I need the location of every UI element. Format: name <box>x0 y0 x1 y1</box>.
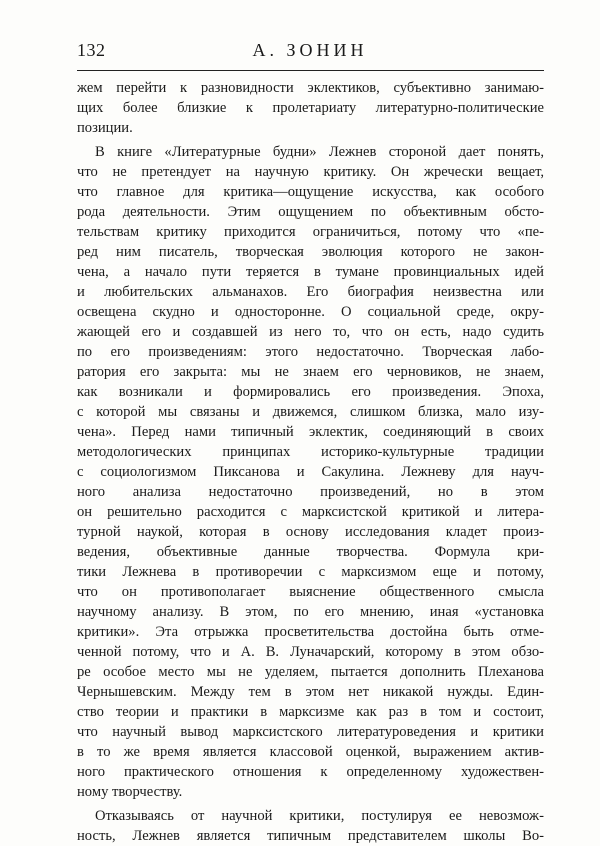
text-line: турной наукой, которая в основу исследования кладет произ- <box>77 524 544 540</box>
text-line: Отказываясь от научной критики, постулируя ее невозмож- <box>95 808 544 824</box>
text-line: что он противополагает выяснение общественного смысла <box>77 584 544 600</box>
text-line: он решительно расходится с марксистской критикой и литера- <box>77 504 544 520</box>
text-line: ведения, объективные данные творчества. Формула кри- <box>77 544 544 560</box>
text-line: ного практического отношения к определенному художествен- <box>77 764 544 780</box>
text-line: Чернышевским. Между тем в этом нет никакой нужды. Един- <box>77 684 544 700</box>
text-line: ному творчеству. <box>77 784 183 800</box>
text-line: ство теории и практики в марксизме как раз в том и состоит, <box>77 704 544 720</box>
text-line: тики Лежнева в противоречии с марксизмом еще и потому, <box>77 564 544 580</box>
text-line: что научный вывод марксистского литературоведения и критики <box>77 724 544 740</box>
text-line: что не претендует на научную критику. Он жречески вещает, <box>77 164 544 180</box>
text-line: чена, а начало пути теряется в тумане провинциальных идей <box>77 264 544 280</box>
text-line: и любительских альманахов. Его биография неизвестна или <box>77 284 544 300</box>
text-line: ред ним писатель, творческая эволюция которого не закон- <box>77 244 544 260</box>
text-line: жающей его и создавшей из него то, что он есть, надо судить <box>77 324 544 340</box>
text-line: ность, Лежнев является типичным представителем школы Во- <box>77 828 544 844</box>
text-line: позиции. <box>77 120 133 136</box>
text-line: ного анализа недостаточно произведений, но в этом <box>77 484 544 500</box>
text-line: по его произведениям: этого недостаточно. Творческая лабо- <box>77 344 544 360</box>
text-line: жем перейти к разновидности эклектиков, субъективно занимаю- <box>77 80 544 96</box>
text-line: освещена скудно и односторонне. О социальной среде, окру- <box>77 304 544 320</box>
text-line: ченной потому, что и А. В. Луначарский, которому в этом обзо- <box>77 644 544 660</box>
page-header <box>77 40 543 64</box>
body-text <box>77 78 544 846</box>
text-line: что главное для критика—ощущение искусства, как особого <box>77 184 544 200</box>
text-line: чена». Перед нами типичный эклектик, соединяющий в своих <box>77 424 544 440</box>
text-line: с социологизмом Пиксанова и Сакулина. Лежневу для науч- <box>77 464 544 480</box>
text-line: методологических принципах историко-культурные традиции <box>77 444 544 460</box>
text-line: тельствам критику приходится ограничиться, потому что «пе- <box>77 224 544 240</box>
text-line: критики». Эта отрыжка просветительства достойна быть отме- <box>77 624 544 640</box>
text-line: научному анализу. В этом, по его мнению, иная «установка <box>77 604 544 620</box>
running-head: А. ЗОНИН <box>252 40 368 60</box>
text-line: щих более близкие к пролетариату литературно-политические <box>77 100 544 116</box>
text-line: в то же время является классовой оценкой, выражением актив- <box>77 744 544 760</box>
text-line: В книге «Литературные будни» Лежнев стороной дает понять, <box>95 144 544 160</box>
text-line: с которой мы связаны и движемся, слишком близка, мало изу- <box>77 404 544 420</box>
text-line: рода деятельности. Этим ощущением по объективным обсто- <box>77 204 544 220</box>
text-line: ратория его закрыта: мы не знаем его черновиков, не знаем, <box>77 364 544 380</box>
page-number: 132 <box>77 40 106 60</box>
header-rule <box>77 70 544 71</box>
text-line: как возникали и формировались его произведения. Эпоха, <box>77 384 544 400</box>
text-line: ре особое место мы не уделяем, пытается дополнить Плеханова <box>77 664 544 680</box>
